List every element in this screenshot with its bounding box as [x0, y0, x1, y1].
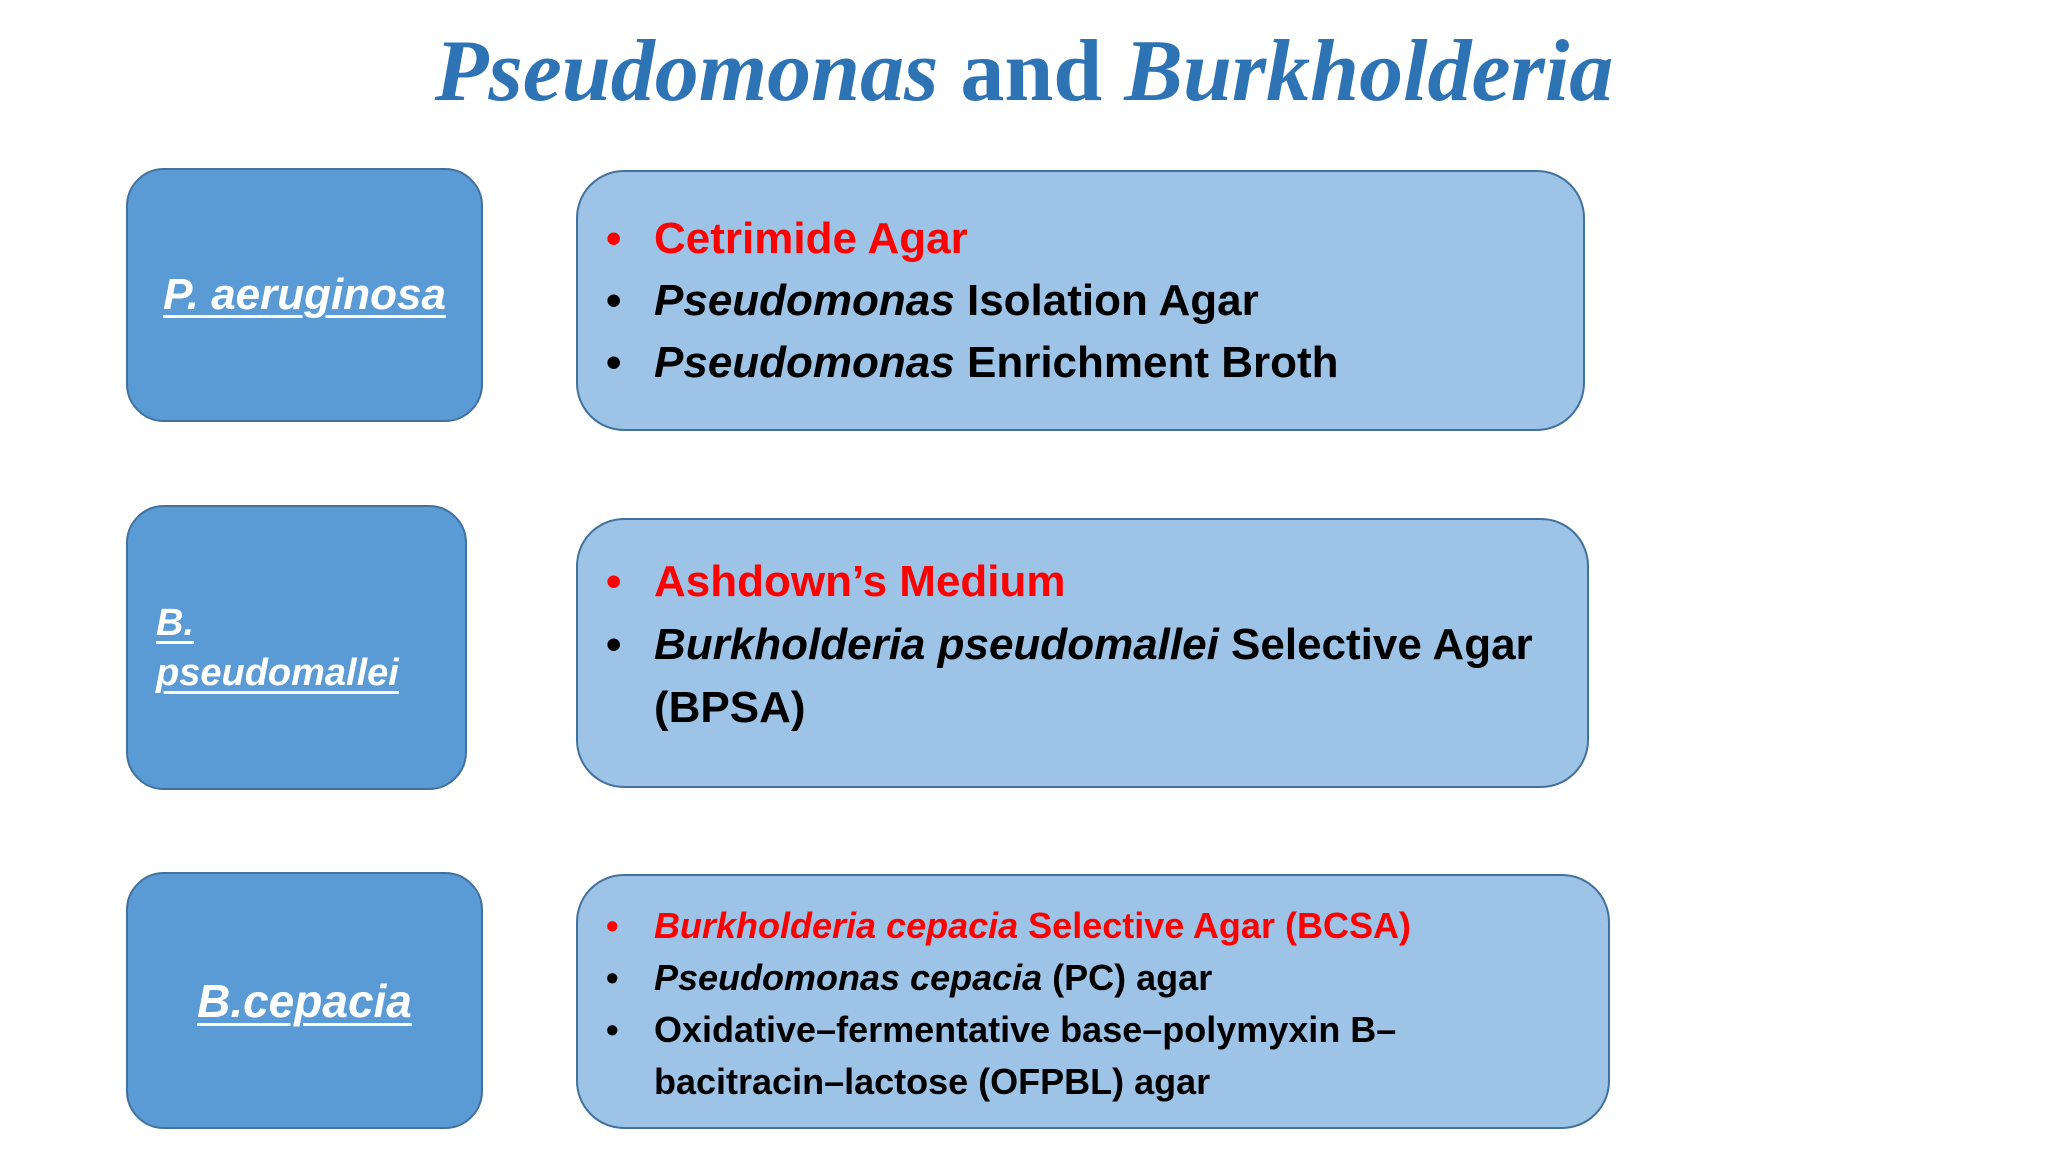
media-item: • Pseudomonas Isolation Agar	[578, 270, 1583, 332]
media-item: • Cetrimide Agar	[578, 208, 1583, 270]
media-item: • Pseudomonas Enrichment Broth	[578, 332, 1583, 394]
organism-label: B. pseudomallei	[156, 601, 399, 694]
media-item: • Pseudomonas cepacia (PC) agar	[578, 952, 1608, 1004]
organism-label: P. aeruginosa	[163, 270, 446, 319]
title-conjunction: and	[938, 23, 1125, 120]
media-item: • Ashdown’s Medium	[578, 550, 1587, 613]
media-item: • Burkholderia pseudomallei Selective Agar (BPSA)	[578, 613, 1587, 739]
organism-box-p-aeruginosa	[126, 168, 483, 422]
media-box-b-cepacia	[576, 874, 1610, 1129]
media-box-p-aeruginosa	[576, 170, 1585, 431]
media-list	[578, 208, 1583, 394]
title-genus-pseudomonas: Pseudomonas	[434, 23, 939, 120]
organism-box-b-cepacia	[126, 872, 483, 1129]
slide-title	[0, 22, 2048, 122]
media-list	[578, 900, 1608, 1108]
media-list	[578, 550, 1587, 739]
media-box-b-pseudomallei	[576, 518, 1589, 788]
media-item: • Oxidative–fermentative base–polymyxin B–bacitracin–lactose (OFPBL) agar	[578, 1004, 1608, 1108]
title-genus-burkholderia: Burkholderia	[1124, 23, 1614, 120]
organism-label: B.cepacia	[197, 974, 412, 1027]
media-item: • Burkholderia cepacia Selective Agar (BCSA)	[578, 900, 1608, 952]
organism-box-b-pseudomallei	[126, 505, 467, 790]
